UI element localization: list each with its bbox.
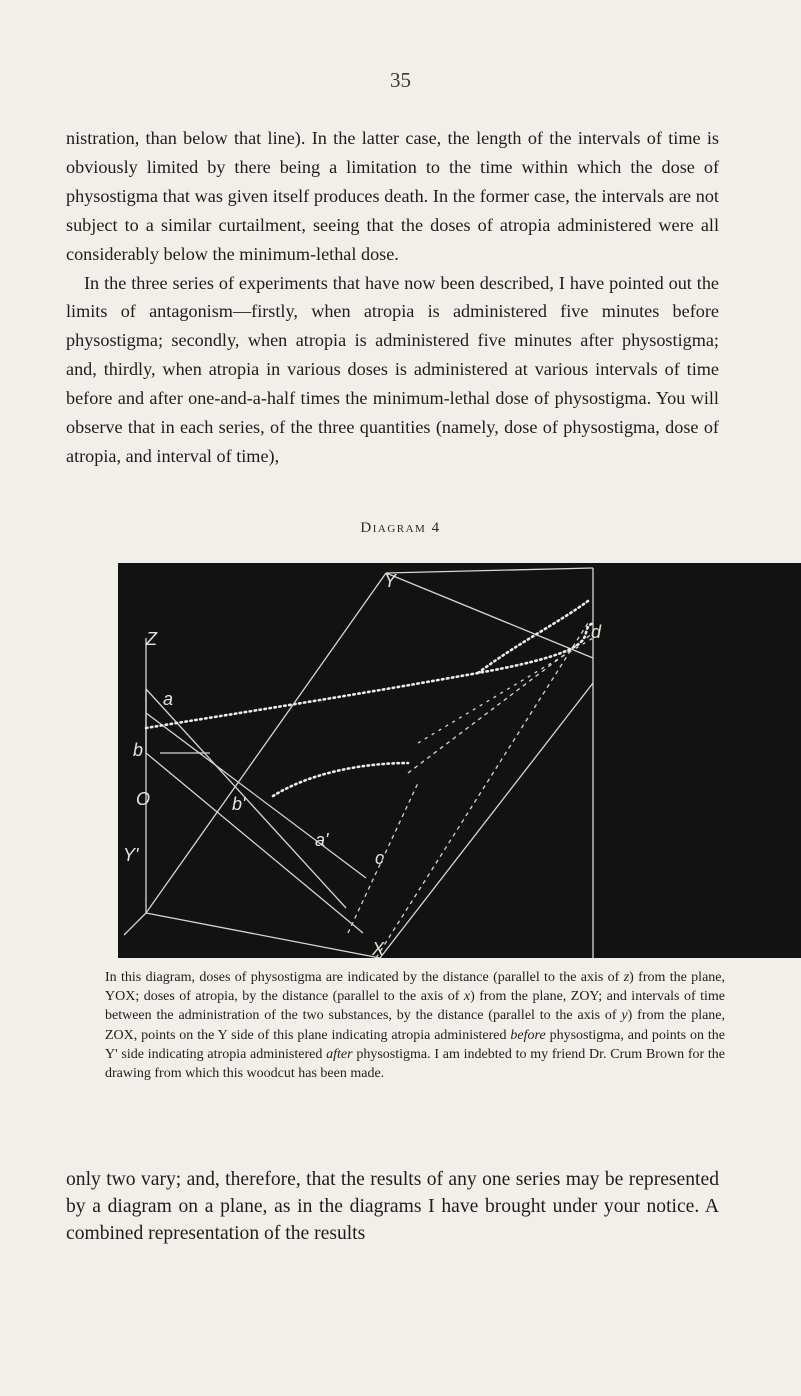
diagram-figure <box>118 563 801 958</box>
caption-after: after <box>326 1046 353 1062</box>
paragraph-3: only two vary; and, therefore, that the results of any one series may be represented by a diagram on a plane, as in the diagrams I have brought under your notice. A combined representation of the results <box>66 1169 719 1244</box>
caption-part-4: ) from the plane, ZOX, points on the Y side of this plane indicating atropia administered <box>105 1008 726 1043</box>
label-a: a <box>163 689 174 709</box>
dotted-curve-lower <box>273 763 408 796</box>
label-z: Z <box>146 629 157 649</box>
axis-y <box>146 573 386 913</box>
axis-x <box>146 913 380 958</box>
frame-top <box>386 568 593 573</box>
plane-edge-mid <box>146 713 366 878</box>
caption-var-x: x <box>463 989 471 1005</box>
label-x: X <box>372 939 385 958</box>
dashed-line-3 <box>408 633 593 773</box>
caption-var-z: z <box>623 970 630 985</box>
label-y-prime: Y' <box>123 845 139 865</box>
diagram-caption <box>105 968 725 1083</box>
paragraph-2: In the three series of experiments that have now been described, I have pointed out the limits of antagonism—firstly, when atropia is administered five minutes before physostigma; secondly, when atropia is administered five minutes after physostigma; and, thirdly, when atropia in various doses is administered at various intervals of time before and after one-and-a-half times the minimum-lethal dose of physostigma. You will observe that in each series, of the three quantities (namely, dose of physostigma, dose of atropia, and interval of time), <box>66 272 719 466</box>
label-c: c <box>375 848 384 868</box>
caption-part-3: ) from the plane, ZOY; and intervals of time between the administration of the two substances, by the distance (parallel to the axis of <box>105 989 725 1024</box>
frame-upper-diagonal <box>386 573 593 658</box>
caption-part-6: physostigma. I am indebted to my friend Dr. Crum Brown for the drawing from which this woodcut has been made. <box>105 1046 725 1082</box>
diagram-svg <box>118 563 801 958</box>
caption-var-y: y <box>621 1008 628 1024</box>
body-text-top <box>66 124 719 471</box>
caption-before: before <box>510 1027 546 1043</box>
label-o: O <box>136 789 151 809</box>
label-a-prime: a' <box>315 830 329 850</box>
axis-y-prime <box>124 913 146 935</box>
page-number: 35 <box>390 68 411 92</box>
caption-part-5: physostigma, and points on the Y' side indicating atropia administered <box>105 1027 725 1062</box>
dashed-line-4 <box>418 638 593 743</box>
caption-part-2: ) from the plane, YOX; doses of atropia, by the distance (parallel to the axis of <box>105 970 725 1005</box>
diagram-title: Diagram 4 <box>360 520 441 536</box>
label-y: Y <box>384 571 397 591</box>
paragraph-1: nistration, than below that line). In the latter case, the length of the intervals of time is obviously limited by there being a limitation to the time within which the dose of physostigma that was given itself produces death. In the former case, the intervals are not subject to a similar curtailment, seeing that the doses of atropia administered were all considerably below the minimum-lethal dose. <box>66 128 719 264</box>
dotted-curve-upper <box>146 623 593 728</box>
body-text-bottom <box>66 1166 719 1247</box>
label-b: b <box>133 740 144 760</box>
frame-diagonal <box>380 683 593 958</box>
label-d: d <box>591 622 602 642</box>
caption-part-1: In this diagram, doses of physostigma are indicated by the distance (parallel to the axis of <box>105 970 624 985</box>
label-b-prime: b' <box>232 794 246 814</box>
